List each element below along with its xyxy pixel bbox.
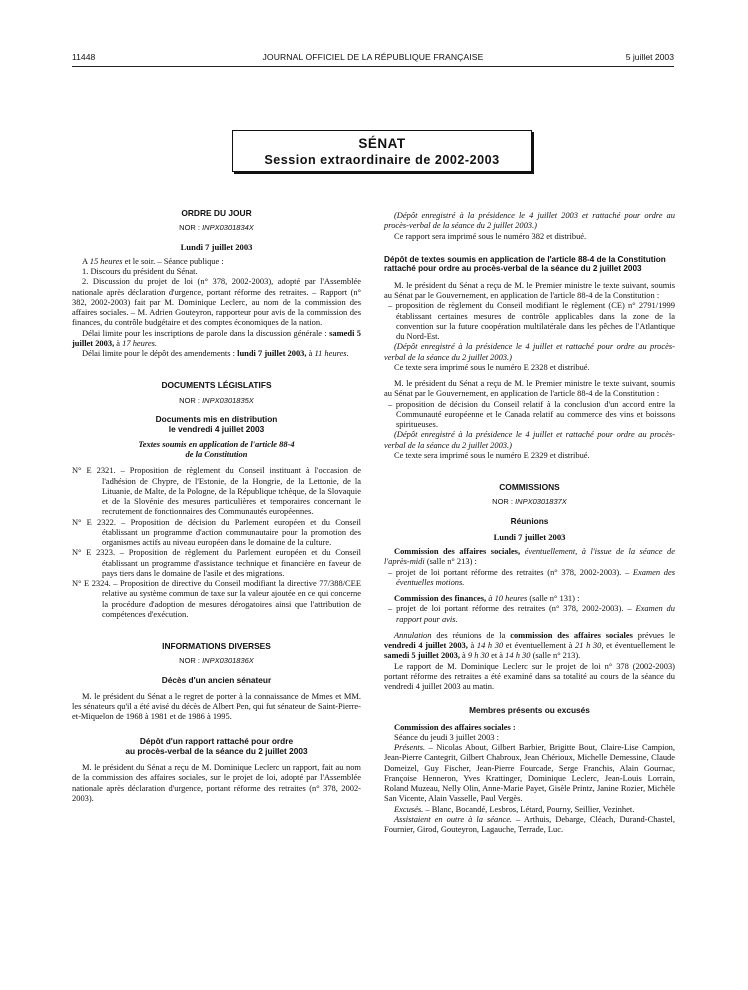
text: A xyxy=(82,255,90,266)
delai-inscriptions xyxy=(72,328,361,349)
nor-label: NOR : xyxy=(179,656,203,666)
nor-label: NOR : xyxy=(492,497,516,507)
text: (salle n° 213) : xyxy=(424,556,477,567)
time: 14 h 30 xyxy=(505,650,531,661)
time: 17 heures. xyxy=(122,337,157,348)
title-box xyxy=(232,130,532,172)
depot-note: (Dépôt enregistré à la présidence le 4 juillet 2003 et rattaché pour ordre au procès-verbal de la séance du 2 juillet 2003.) xyxy=(384,210,675,231)
text: prévues le xyxy=(632,629,675,640)
textes-subheading xyxy=(72,440,361,459)
nor-code: INPX0301834X xyxy=(202,223,254,233)
text: Délai limite pour les inscriptions de parole dans la discussion générale : xyxy=(82,327,330,338)
membres-seance: Séance du jeudi 3 juillet 2003 : xyxy=(394,731,499,742)
docs-subheading: Documents mis en distribution xyxy=(155,413,278,424)
membres-commission: Commission des affaires sociales : xyxy=(394,721,516,732)
text: samedi 5 juillet 2003, xyxy=(384,650,460,661)
text: à xyxy=(459,650,468,661)
paragraph: Ce texte sera imprimé sous le numéro E 2329 et distribué. xyxy=(394,449,590,460)
textes-heading: Dépôt de textes soumis en application de l'article 88-4 de la Constitution rattaché pour ordre au procès-verbal de la séance du 2 juillet 2003 xyxy=(384,254,666,274)
spacer xyxy=(384,460,675,482)
nor-line xyxy=(384,497,675,507)
time: à 10 heures xyxy=(486,593,528,603)
text: – Nicolas About, Gilbert Barbier, Brigitte Bout, Claire-Lise Campion, Jean-Pierre Cantegrit, Gilbert Chabroux, Jean Chérioux, Michelle Demessine, Claude Domeizel, Guy Fischer, Jean-Pierre Fourcade, Serge Franchis, Alain Gournac, Françoise Henneron, Yves Krattinger, Dominique Leclerc, Jean-Louis Lorrain, Roland Muzeau, Nelly Olin, Anne-Marie Payet, Gisèle Printz, Janine Rozier, Michèle San Vicente, Alain Vasselle, Paul Vergès. xyxy=(384,742,675,804)
text: à xyxy=(467,640,477,650)
text: commission des affaires sociales xyxy=(510,629,633,640)
nor-code: INPX0301837X xyxy=(515,497,567,507)
membres-assistaient xyxy=(384,814,675,835)
text: des réunions de la xyxy=(431,629,511,640)
text: – projet de loi portant réforme des retraites (n° 378, 2002-2003). – xyxy=(388,566,633,577)
deces-heading: Décès d'un ancien sénateur xyxy=(161,674,272,685)
header-rule xyxy=(72,66,674,67)
label: Excusés. xyxy=(394,803,424,814)
ordre-item: 1. Discours du président du Sénat. xyxy=(82,266,198,276)
deces-paragraph: M. le président du Sénat a le regret de porter à la connaissance de Mmes et MM. les sénateurs qu'il a été avisé du décès de Albert Pen, qui fut sénateur de Saint-Pierre-et-Miquelon de 1968 à 1981 et de 1986 à 1995. xyxy=(72,690,361,722)
paragraph: M. le président du Sénat a reçu de M. le Premier ministre le texte suivant, soumis au Sénat par le Gouvernement, en application de l'article 88-4 de la Constitution : xyxy=(384,279,675,300)
depot-paragraph: M. le président du Sénat a reçu de M. Dominique Leclerc un rapport, fait au nom de la commission des affaires sociales, sur le projet de loi, adopté par l'Assemblée nationale après déclaration d'urgence, portant réforme des retraites (n° 378, 2002-2003). xyxy=(72,762,361,803)
time: 9 h 30 xyxy=(467,650,489,661)
ordre-date: Lundi 7 juillet 2003 xyxy=(180,241,253,252)
ordre-item: 2. Discussion du projet de loi (n° 378, 2002-2003), adopté par l'Assemblée nationale après déclaration d'urgence, portant réforme des retraites. – Rapport (n° 382, 2002-2003) fait par M. Dominique Leclerc, au nom de la commission des affaires sociales. – M. Adrien Gouteyron, rapporteur pour avis de la commission des finances, du contrôle budgétaire et des comptes économiques de la nation. xyxy=(72,276,361,328)
text: Délai limite pour le dépôt des amendements : xyxy=(82,348,238,358)
title-session: Session extraordinaire de 2002-2003 xyxy=(264,153,500,167)
document-item: N° E 2322. – Proposition de décision du Parlement européen et du Conseil établissant un programme d'action communautaire pour la promotion des organismes actifs au niveau européen dans le domaine de la culture. xyxy=(72,516,361,547)
ordre-intro xyxy=(72,256,361,266)
text: à xyxy=(306,348,315,358)
section-heading-commissions: COMMISSIONS xyxy=(499,482,560,492)
nor-line xyxy=(72,396,361,406)
depot-note: (Dépôt enregistré à la présidence le 4 juillet et rattaché pour ordre au procès-verbal de la séance du 2 juillet 2003.) xyxy=(384,341,675,362)
annulation-paragraph xyxy=(384,630,675,661)
issue-date: 5 juillet 2003 xyxy=(625,52,674,62)
spacer xyxy=(72,619,361,641)
rapport-paragraph: Le rapport de M. Dominique Leclerc sur le projet de loi n° 378 (2002-2003) portant réforme des retraites a été examiné dans sa totalité au cours de la séance du vendredi 4 juillet 2003 au matin. xyxy=(384,660,675,691)
time: 15 heures xyxy=(89,255,123,266)
document-item: N° E 2323. – Proposition de règlement du Parlement européen et du Conseil établissant un programme d'assistance technique et financière en faveur de pays tiers dans le domaine de l'asile et des migrations. xyxy=(72,547,361,578)
document-item: N° E 2324. – Proposition de directive du Conseil modifiant la directive 77/388/CEE relative au système commun de taxe sur la valeur ajoutée en ce qui concerne la procédure d'adoption de mesures dérogatoires ainsi que l'attribution de compétences d'exécution. xyxy=(72,578,361,619)
text: éventuellement, à l'issue de la séance de l'après-midi xyxy=(384,546,675,567)
label: Présents. xyxy=(394,742,426,752)
text: (salle n° 213). xyxy=(530,650,581,661)
membres-heading: Membres présents ou excusés xyxy=(469,705,590,716)
nor-label: NOR : xyxy=(179,223,203,233)
text: de la Constitution xyxy=(185,448,248,459)
text: Annulation xyxy=(394,629,432,640)
membres-presents xyxy=(384,742,675,804)
section-heading-ordre: ORDRE DU JOUR xyxy=(181,208,252,218)
membres-excuses xyxy=(384,804,675,814)
spacer xyxy=(72,358,361,380)
page-header xyxy=(72,52,674,66)
commission-finances xyxy=(384,593,675,603)
depot-note: (Dépôt enregistré à la présidence le 4 juillet et rattaché pour ordre au procès-verbal de la séance du 2 juillet 2003.) xyxy=(384,429,675,450)
text: et éventuellement à xyxy=(503,640,576,650)
depot-heading: Dépôt d'un rapport rattaché pour ordre xyxy=(139,735,294,746)
spacer xyxy=(384,691,675,705)
spacer xyxy=(384,241,675,255)
docs-subheading: le vendredi 4 juillet 2003 xyxy=(168,424,265,434)
delai-amendements xyxy=(72,348,361,358)
text: Textes soumis en application de l'article 88-4 xyxy=(138,439,295,450)
document-item: N° E 2321. – Proposition de règlement du Conseil instituant à l'occasion de l'adhésion de Chypre, de l'Estonie, de la Hongrie, de la Lettonie, de la Lituanie, de Malte, de la Pologne, de la République tchèque, de la Slovaquie et de la Slovénie des mesures particulières et temporaires concernant le recrutement de fonctionnaires des Communautés européennes. xyxy=(72,465,361,517)
text: – Arthuis, Debarge, Cléach, Durand-Chastel, Fournier, Girod, Gouteyron, Lagauche, Terrade, Luc. xyxy=(384,813,675,834)
nor-line xyxy=(72,656,361,666)
paragraph: M. le président du Sénat a reçu de M. le Premier ministre le texte suivant, soumis au Sénat par le Gouvernement, en application de l'article 88-4 de la Constitution : xyxy=(384,378,675,399)
reunions-heading: Réunions xyxy=(510,515,549,526)
time: 11 heures. xyxy=(314,348,349,358)
text: et à xyxy=(489,650,506,661)
text: (salle n° 131) : xyxy=(527,593,580,603)
nor-code: INPX0301836X xyxy=(202,656,254,666)
commission-name: Commission des affaires sociales, xyxy=(394,546,521,556)
text: et éventuellement le xyxy=(603,640,676,650)
nor-code: INPX0301835X xyxy=(202,395,254,405)
dash-item: – proposition de règlement du Conseil modifiant le règlement (CE) n° 2791/1999 établissant certaines mesures de contrôle applicables dans la zone de la convention sur la future coopération multilatérale dans les pêches de l'Atlantique du Nord-Est. xyxy=(388,300,675,341)
label: Assistaient en outre à la séance. xyxy=(394,813,513,824)
commission-affaires-sociales xyxy=(384,546,675,567)
commission-name: Commission des finances, xyxy=(394,593,487,603)
text: Examen du rapport pour avis. xyxy=(396,603,675,624)
page-number: 11448 xyxy=(72,52,96,62)
journal-title: JOURNAL OFFICIEL DE LA RÉPUBLIQUE FRANÇAISE xyxy=(262,52,484,62)
left-column xyxy=(72,208,361,803)
right-column xyxy=(384,210,675,834)
nor-line xyxy=(72,223,361,233)
nor-label: NOR : xyxy=(179,395,203,405)
section-heading-infos: INFORMATIONS DIVERSES xyxy=(162,641,271,651)
text: – Blanc, Bocandé, Lesbros, Létard, Pourny, Seillier, Vezinhet. xyxy=(423,803,635,814)
text: Examen des éventuelles motions. xyxy=(396,566,675,587)
time: 14 h 30 xyxy=(476,640,504,650)
text: vendredi 4 juillet 2003, xyxy=(384,640,468,650)
paragraph: Ce rapport sera imprimé sous le numéro 382 et distribué. xyxy=(394,230,587,241)
dash-item: – proposition de décision du Conseil relatif à la conclusion d'un accord entre la Communauté européenne et le Canada relatif au commerce des vins et boissons spiritueuses. xyxy=(388,398,675,429)
text: à xyxy=(114,337,123,348)
text: et le soir. – Séance publique : xyxy=(122,255,224,266)
text: – projet de loi portant réforme des retraites (n° 378, 2002-2003). – xyxy=(388,603,636,614)
dash-item xyxy=(384,603,675,624)
time: 21 h 30, xyxy=(575,640,604,650)
date: samedi 5 juillet 2003, xyxy=(72,327,362,348)
paragraph: Ce texte sera imprimé sous le numéro E 2328 et distribué. xyxy=(394,361,590,372)
date: lundi 7 juillet 2003, xyxy=(237,348,307,358)
reunions-date: Lundi 7 juillet 2003 xyxy=(493,531,566,542)
dash-item xyxy=(384,567,675,588)
spacer xyxy=(72,722,361,736)
depot-heading: au procès-verbal de la séance du 2 juillet 2003 xyxy=(125,745,308,756)
section-heading-documents: DOCUMENTS LÉGISLATIFS xyxy=(161,380,272,391)
title-senat: SÉNAT xyxy=(358,136,406,151)
